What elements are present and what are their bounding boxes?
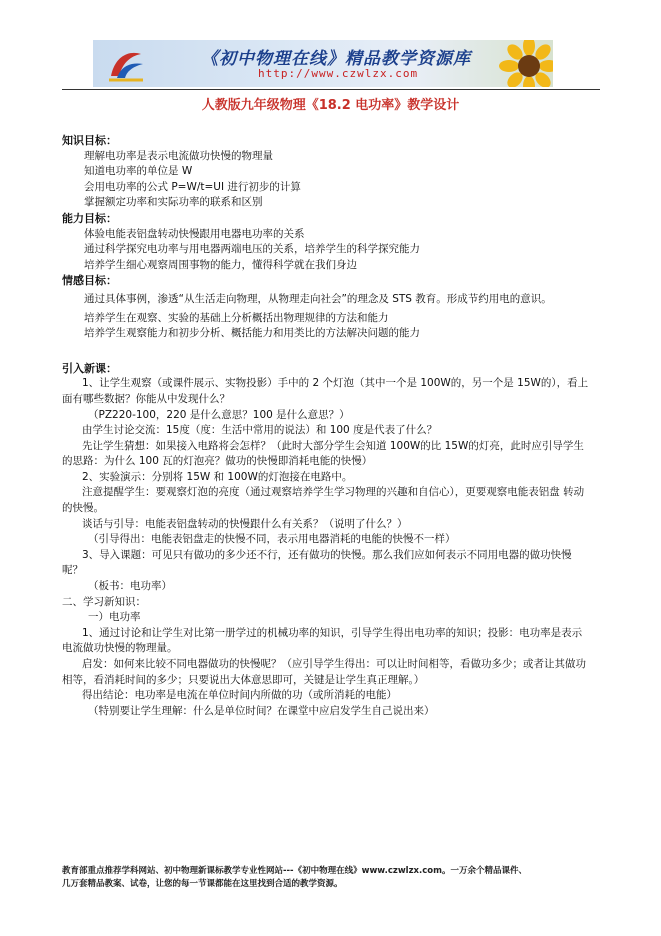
- cz-logo-icon: [107, 46, 145, 82]
- header-rule: [62, 89, 600, 90]
- header-banner: [93, 40, 553, 87]
- page-title: 人教版九年级物理《18.2 电功率》教学设计: [201, 98, 460, 113]
- footer-line: 几万套精品教案、试卷，让您的每一节课都能在这里找到合适的教学资源。: [62, 879, 343, 889]
- intro-heading: 引入新课：: [62, 361, 117, 375]
- study-paragraph: 1、通过讨论和让学生对比第一册学过的机械功率的知识，引导学生得出电功率的知识；投影：电功率是表示电流做功快慢的物理量。: [62, 626, 583, 655]
- intro-paragraph: 1、让学生观察（或课件展示、实物投影）手中的 2 个灯泡（其中一个是 100W的，另一个是 15W的），看上面有哪些数据？你能从中发现什么？: [62, 377, 589, 405]
- intro-paragraph: 先让学生猜想：如果接入电路将会怎样？（此时大部分学生会知道 100W的比 15W的灯亮，此时应引导学生的思路：为什么 100 瓦的灯泡亮？做功的快慢即消耗电能的快慢）: [62, 439, 584, 468]
- intro-paragraph: （引导得出：电能表铝盘走的快慢不同，表示用电器消耗的电能的快慢不一样）: [88, 533, 456, 546]
- ability-item: 培养学生细心观察周围事物的能力，懂得科学就在我们身边: [84, 258, 357, 271]
- sunflower-icon: [489, 40, 553, 87]
- study-paragraph: 启发：如何来比较不同电器做功的快慢呢？（应引导学生得出：可以让时间相等，看做功多少；或者让其做功相等，看消耗时间的多少；只要说出大体意思即可，关键是让学生真正理解。）: [62, 658, 586, 686]
- emotion-heading: 情感目标：: [62, 274, 117, 288]
- document-body: [62, 133, 592, 719]
- study-heading: 二、学习新知识：: [62, 595, 146, 608]
- intro-paragraph: 3、导入课题：可见只有做功的多少还不行，还有做功的快慢。那么我们应如何表示不同用电器的做功快慢呢？: [62, 548, 572, 577]
- knowledge-item: 知道电功率的单位是 W: [84, 165, 193, 178]
- page-footer: [62, 865, 602, 891]
- knowledge-item: 理解电功率是表示电流做功快慢的物理量: [84, 149, 273, 162]
- study-subheading: 一）电功率: [88, 611, 141, 624]
- knowledge-item: 会用电功率的公式 P=W/t=UI 进行初步的计算: [84, 180, 301, 193]
- intro-paragraph: 由学生讨论交流：15度（度：生活中常用的说法）和 100 度是代表了什么？: [82, 424, 438, 437]
- intro-paragraph: （板书：电功率）: [88, 580, 172, 593]
- ability-item: 通过科学探究电功率与用电器两端电压的关系，培养学生的科学探究能力: [84, 243, 420, 256]
- banner-title: 《初中物理在线》精品教学资源库: [201, 49, 471, 69]
- intro-paragraph: （PZ220-100，220 是什么意思？100 是什么意思？）: [88, 408, 350, 421]
- intro-paragraph: 2、实验演示：分别将 15W 和 100W的灯泡接在电路中。: [82, 470, 353, 483]
- emotion-item: 通过具体事例，渗透“从生活走向物理，从物理走向社会”的理念及 STS 教育。形成节约用电的意识。: [84, 292, 552, 305]
- intro-paragraph: 注意提醒学生：要观察灯泡的亮度（通过观察培养学生学习物理的兴趣和自信心），更要观察电能表铝盘 转动的快慢。: [62, 486, 585, 515]
- knowledge-heading: 知识目标：: [62, 134, 117, 147]
- study-paragraph: （特别要让学生理解：什么是单位时间？在课堂中应启发学生自己说出来）: [88, 704, 435, 717]
- intro-paragraph: 谈话与引导：电能表铝盘转动的快慢跟什么有关系？（说明了什么？）: [82, 517, 408, 530]
- footer-line: 教育部重点推荐学科网站、初中物理新课标教学专业性网站---《初中物理在线》www.czwlzx.com。一万余个精品课件、: [62, 866, 527, 876]
- study-paragraph: 得出结论：电功率是电流在单位时间内所做的功（或所消耗的电能）: [82, 689, 397, 702]
- emotion-item: 培养学生在观察、实验的基础上分析概括出物理规律的方法和能力: [84, 311, 389, 324]
- ability-item: 体验电能表铝盘转动快慢跟用电器电功率的关系: [84, 227, 305, 240]
- banner-url[interactable]: http://www.czwlzx.com: [258, 67, 419, 80]
- emotion-item: 培养学生观察能力和初步分析、概括能力和用类比的方法解决问题的能力: [84, 327, 420, 340]
- knowledge-item: 掌握额定功率和实际功率的联系和区别: [84, 196, 263, 209]
- ability-heading: 能力目标：: [62, 211, 117, 225]
